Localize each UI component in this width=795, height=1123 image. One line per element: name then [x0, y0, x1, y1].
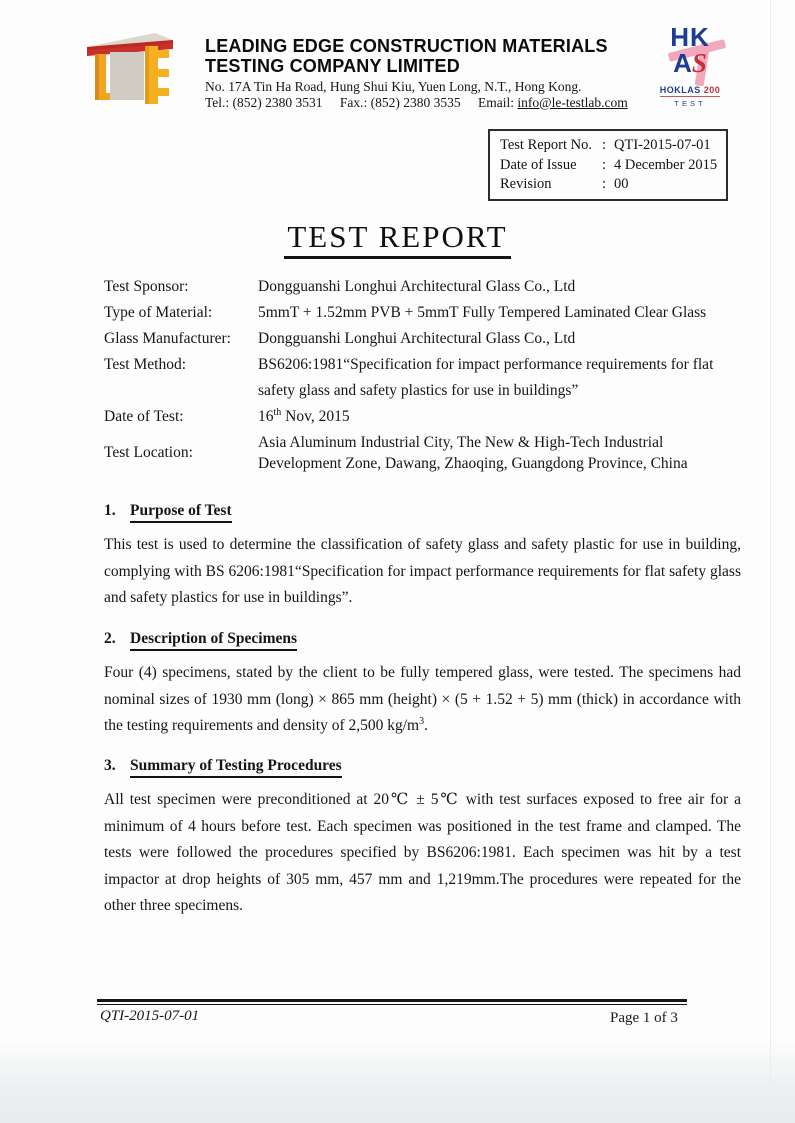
info-row-material: [104, 305, 744, 321]
test-location-label: Test Location:: [104, 444, 193, 461]
section-purpose-of-test: [104, 503, 741, 612]
report-info-block: [104, 279, 744, 482]
section-2-body: Four (4) specimens, stated by the client to be fully tempered glass, were tested. The specimens had nominal sizes of 1930 mm (long) × 865 mm (height) × (5 + 1.52 + 5) mm (thick) in accordance with the testing requirements and density of 2,500 $kg/m^3$.: [104, 664, 741, 734]
section-summary-of-testing-procedures: [104, 758, 741, 920]
fax-number: Fax.: (852) 2380 3535: [339, 94, 461, 110]
info-row-date: [104, 406, 744, 425]
email-link[interactable]: info@le-testlab.com: [517, 94, 628, 110]
section-2-title: Description of Specimens: [130, 631, 297, 651]
test-method-label: Test Method:: [104, 356, 187, 373]
test-location-value: [258, 435, 744, 472]
date-of-test-value: 16th Nov, 2015: [258, 406, 350, 425]
cubic-meter-superscript: 3: [419, 715, 425, 727]
section-2-heading: [104, 631, 741, 651]
report-no-separator: :: [602, 137, 607, 153]
test-location-line1: Asia Aluminum Industrial City, The New & High-Tech Industrial: [258, 434, 664, 451]
report-no-label: Test Report No.: [500, 137, 593, 153]
company-header: [205, 36, 645, 110]
info-row-method: [104, 357, 744, 399]
footer-divider: [97, 999, 687, 1005]
footer-page-number: Page 1 of 3: [610, 1010, 678, 1026]
section-3-number: 3.: [104, 757, 116, 774]
test-sponsor-value: Dongguanshi Longhui Architectural Glass Co., Ltd: [258, 278, 576, 295]
test-method-line1: BS6206:1981“Specification for impact performance requirements for flat: [258, 356, 714, 373]
info-row-sponsor: [104, 279, 744, 295]
section-1-number: 1.: [104, 502, 116, 519]
section-1-heading: [104, 503, 741, 523]
hkas-s-letter: S: [691, 48, 707, 78]
section-2-number: 2.: [104, 630, 116, 647]
test-method-value: [258, 357, 744, 399]
hkas-accreditation-logo: [642, 22, 738, 108]
date-of-issue-label: Date of Issue: [500, 156, 577, 173]
date-of-issue-value: 4 December 2015: [614, 156, 718, 173]
company-contact-line: [205, 96, 645, 111]
glass-manufacturer-label: Glass Manufacturer:: [104, 330, 231, 347]
date-ordinal: th: [273, 406, 282, 418]
section-3-body: All test specimen were preconditioned at 20℃ ± 5℃ with test surfaces exposed to free air for a minimum of 4 hours before test. Each specimen was positioned in the test frame and clamped. The tests were followed the procedures specified by BS6206:1981. Each specimen was hit by a test impactor at drop heights of 305 mm, 457 mm and 1,219mm.The procedures were repeated for the other three specimens.: [104, 791, 741, 914]
scan-bottom-shadow: [0, 1041, 795, 1123]
type-of-material-label: Type of Material:: [104, 304, 213, 321]
revision-row: [500, 175, 720, 195]
glass-manufacturer-value: Dongguanshi Longhui Architectural Glass Co., Ltd: [258, 330, 576, 347]
report-number-box: [488, 129, 728, 201]
section-3-heading: [104, 758, 741, 778]
title-wrap: [0, 219, 795, 259]
le-structure-icon: [83, 30, 175, 110]
page-title: TEST REPORT: [284, 219, 510, 259]
tel-number: Tel.: (852) 2380 3531: [205, 94, 323, 110]
company-address: No. 17A Tin Ha Road, Hung Shui Kiu, Yuen Long, N.T., Hong Kong.: [205, 79, 582, 94]
test-method-line2: safety glass and safety plastics for use in buildings”: [258, 382, 579, 399]
email-label: Email:: [478, 94, 515, 110]
date-of-issue-row: [500, 156, 720, 176]
info-row-manufacturer: [104, 331, 744, 347]
hoklas-number: 200: [703, 85, 721, 95]
report-no-row: [500, 136, 720, 156]
revision-separator: :: [602, 176, 607, 192]
revision-label: Revision: [500, 176, 552, 192]
date-of-issue-separator: :: [602, 156, 607, 173]
test-location-line2: Development Zone, Dawang, Zhaoqing, Guangdong Province, China: [258, 455, 688, 472]
section-3-title: Summary of Testing Procedures: [130, 758, 342, 778]
revision-value: 00: [614, 176, 629, 192]
hkas-test-label: TEST: [674, 99, 706, 108]
hkas-hk-letters: HK: [670, 22, 710, 52]
report-no-value: QTI-2015-07-01: [614, 137, 711, 153]
hoklas-label: HOKLAS 200: [659, 85, 721, 95]
scan-edge-line: [770, 0, 771, 1123]
type-of-material-value: 5mmT + 1.52mm PVB + 5mmT Fully Tempered Laminated Clear Glass: [258, 304, 707, 321]
hkas-as-letters: [642, 49, 738, 79]
info-row-location: [104, 435, 744, 472]
section-description-of-specimens: [104, 631, 741, 740]
company-name-line1: LEADING EDGE CONSTRUCTION MATERIALS: [205, 36, 608, 56]
test-sponsor-label: Test Sponsor:: [104, 278, 189, 295]
footer-doc-number: QTI-2015-07-01: [100, 1008, 200, 1024]
section-1-title: Purpose of Test: [130, 503, 232, 523]
company-logo-icon: [83, 30, 175, 110]
date-of-test-label: Date of Test:: [104, 408, 184, 425]
hkas-a-letter: A: [673, 48, 692, 78]
section-1-body: This test is used to determine the classification of safety glass and safety plastic for use in building, complying with BS 6206:1981“Specification for impact performance requirements for flat safety glass and safety plastics for use in buildings”.: [104, 536, 741, 606]
company-name-line2: TESTING COMPANY LIMITED: [205, 56, 460, 76]
